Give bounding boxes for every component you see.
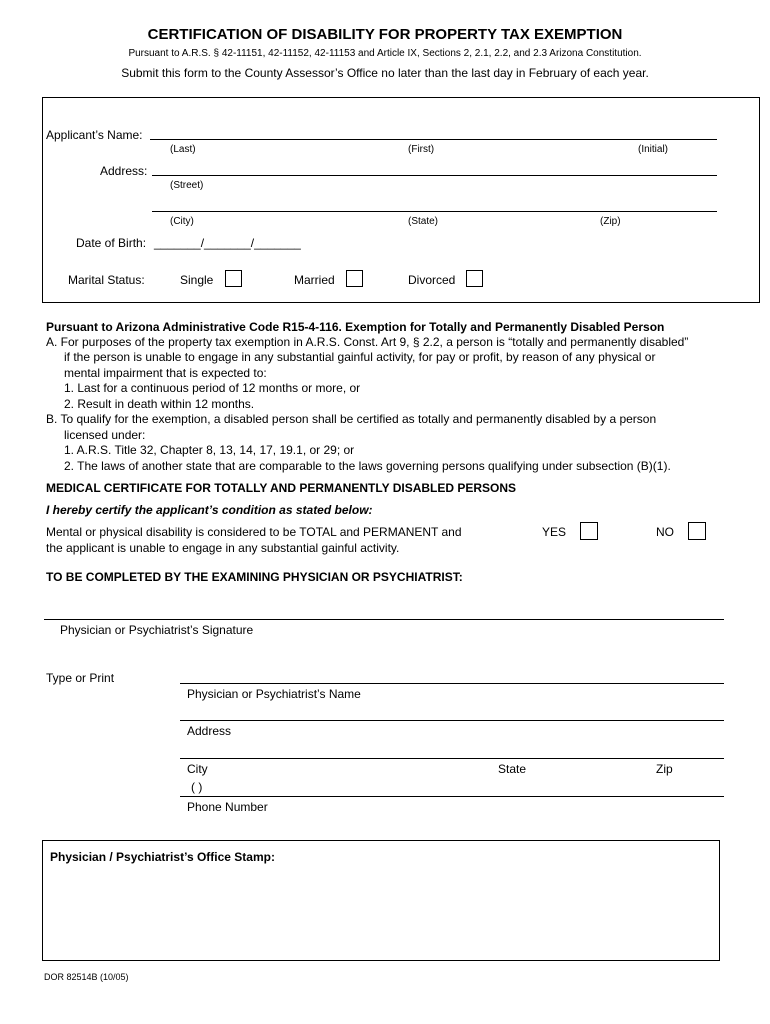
office-stamp-label: Physician / Psychiatrist’s Office Stamp: [50,850,275,864]
physician-state-caption: State [498,762,527,776]
code-a-line2: if the person is unable to engage in any substantial gainful activity, for pay or profit, by reason of any physical or [64,350,656,364]
medical-heading: MEDICAL CERTIFICATE FOR TOTALLY AND PERMANENTLY DISABLED PERSONS [46,481,517,495]
no-checkbox[interactable] [688,522,706,540]
type-or-print-label: Type or Print [46,671,115,685]
city-state-zip-field[interactable] [152,211,717,212]
initial-caption: (Initial) [638,144,669,155]
code-b-line2: licensed under: [64,428,146,442]
yes-label: YES [542,525,567,539]
city-caption: (City) [170,216,194,227]
disability-statement-line1: Mental or physical disability is considered to be TOTAL and PERMANENT and [46,525,462,539]
phone-caption: Phone Number [187,800,268,814]
phone-area-code: ( ) [191,780,203,794]
dob-field[interactable]: _______/_______/_______ [154,236,301,250]
applicant-name-field[interactable] [150,139,717,140]
code-a-item2: 2. Result in death within 12 months. [64,397,255,411]
married-checkbox[interactable] [346,270,363,287]
single-checkbox[interactable] [225,270,242,287]
applicant-name-label: Applicant’s Name: [46,128,143,142]
physician-address-caption: Address [187,724,232,738]
address-label: Address: [100,164,148,178]
street-address-field[interactable] [152,175,717,176]
no-label: NO [656,525,674,539]
first-name-caption: (First) [408,144,435,155]
street-caption: (Street) [170,180,204,191]
code-b-item1: 1. A.R.S. Title 32, Chapter 8, 13, 14, 17, 19.1, or 29; or [64,443,355,457]
submission-instruction: Submit this form to the County Assessor’s Office no later than the last day in February of each year. [121,66,649,80]
physician-address-field[interactable] [180,720,724,721]
code-a-item1: 1. Last for a continuous period of 12 months or more, or [64,381,361,395]
physician-city-caption: City [187,762,208,776]
code-a-line3: mental impairment that is expected to: [64,366,267,380]
zip-caption: (Zip) [600,216,621,227]
married-label: Married [294,273,335,287]
phone-field[interactable] [180,796,724,797]
form-title: CERTIFICATION OF DISABILITY FOR PROPERTY TAX EXEMPTION [147,26,623,43]
signature-caption: Physician or Psychiatrist’s Signature [60,623,254,637]
physician-name-caption: Physician or Psychiatrist’s Name [187,687,361,701]
state-caption: (State) [408,216,439,227]
code-b-line1: B. To qualify for the exemption, a disabled person shall be certified as totally and permanently disabled by a person [46,412,657,426]
disability-statement-line2: the applicant is unable to engage in any substantial gainful activity. [46,541,400,555]
code-a-line1: A. For purposes of the property tax exemption in A.R.S. Const. Art 9, § 2.2, a person is “totally and permanently disabled” [46,335,689,349]
signature-field[interactable] [44,619,724,620]
form-subtitle: Pursuant to A.R.S. § 42-11151, 42-11152, 42-11153 and Article IX, Sections 2, 2.1, 2.2, and 2.3 Arizona Constitution. [128,48,642,59]
form-id: DOR 82514B (10/05) [44,972,129,982]
divorced-label: Divorced [408,273,456,287]
physician-heading: TO BE COMPLETED BY THE EXAMINING PHYSICIAN OR PSYCHIATRIST: [46,570,463,584]
marital-status-label: Marital Status: [68,273,145,287]
divorced-checkbox[interactable] [466,270,483,287]
single-label: Single [180,273,214,287]
dob-label: Date of Birth: [76,236,147,250]
code-heading: Pursuant to Arizona Administrative Code R15-4-116. Exemption for Totally and Permanently Disabled Person [46,320,665,334]
physician-city-field[interactable] [180,758,724,759]
code-b-item2: 2. The laws of another state that are comparable to the laws governing persons qualifying under subsection (B)(1). [64,459,671,473]
last-name-caption: (Last) [170,144,196,155]
yes-checkbox[interactable] [580,522,598,540]
physician-name-field[interactable] [180,683,724,684]
physician-zip-caption: Zip [656,762,673,776]
certify-statement: I hereby certify the applicant’s condition as stated below: [46,503,373,517]
applicant-section [42,97,760,303]
